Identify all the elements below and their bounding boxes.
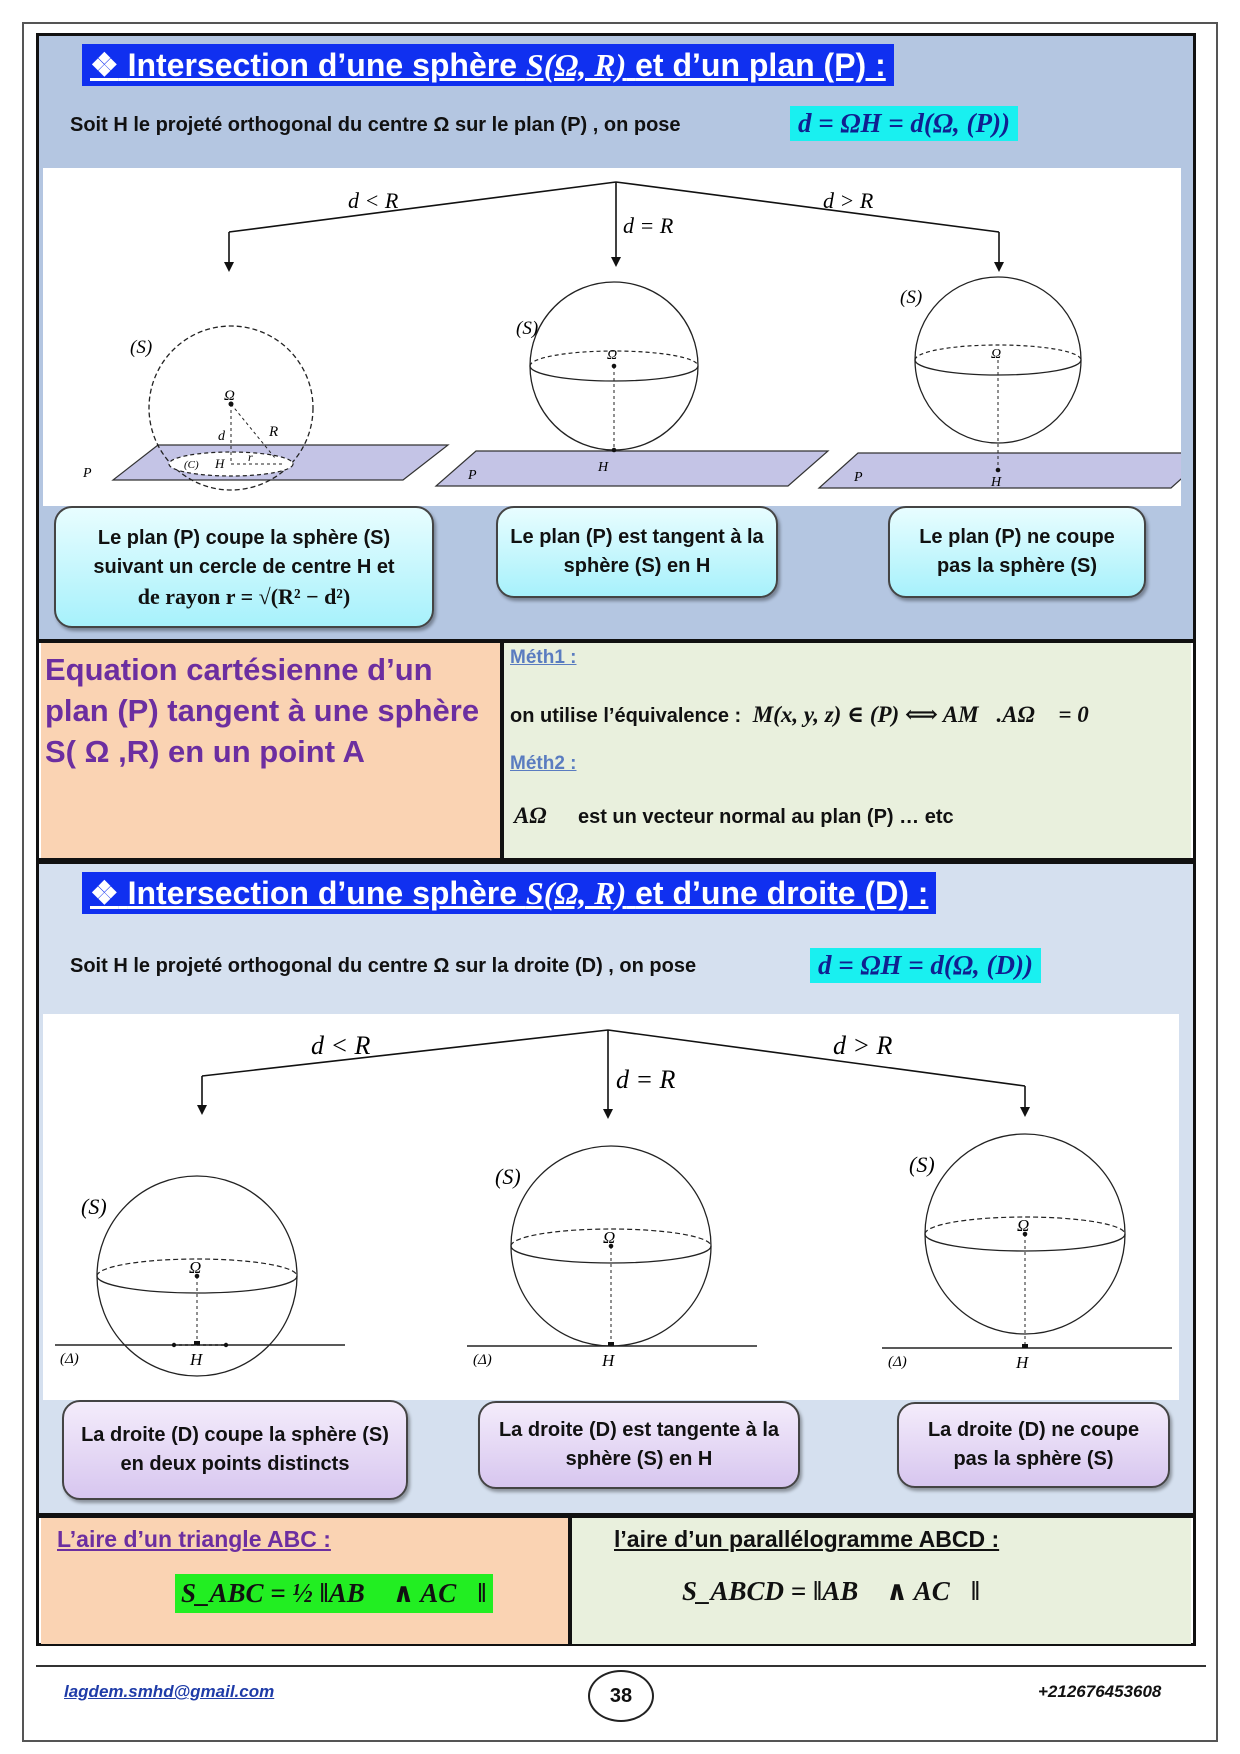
svg-text:d: d <box>218 429 225 444</box>
radius-formula: de rayon r = √(R² − d²) <box>137 583 351 609</box>
branch-label-less: d < R <box>311 1031 371 1060</box>
svg-text:P: P <box>83 466 92 481</box>
section2-intro: Soit H le projeté orthogonal du centre Ω sur la droite (D) , on pose <box>70 955 697 977</box>
method1-text: on utilise l’équivalence : M(x, y, z) ∈ (P) ⟺ AM⃗.AΩ⃗ = 0 <box>510 702 1089 727</box>
svg-text:(S): (S) <box>909 1152 935 1177</box>
svg-text:Ω: Ω <box>607 348 618 363</box>
caption-line-cuts: La droite (D) coupe la sphère (S) en deux points distincts <box>62 1400 408 1500</box>
caption-line-tangent: La droite (D) est tangente à la sphère (S) en H <box>478 1401 800 1489</box>
method1-label: Méth1 : <box>510 647 577 668</box>
method1-formula: M(x, y, z) ∈ (P) ⟺ AM⃗.AΩ⃗ = 0 <box>752 702 1089 727</box>
tangent-plane-title-panel <box>41 643 500 858</box>
svg-text:H: H <box>215 456 225 471</box>
section1-formula: d = ΩH = d(Ω, (P)) <box>790 106 1018 141</box>
section1-figure <box>43 168 1181 506</box>
svg-text:r: r <box>248 450 253 464</box>
svg-text:H: H <box>598 460 609 475</box>
caption-plane-tangent: Le plan (P) est tangent à la sphère (S) en H <box>496 506 778 598</box>
svg-text:(S): (S) <box>900 287 923 308</box>
tangent-plane-methods-panel <box>504 643 1191 858</box>
branch-label-greater: d > R <box>833 1031 893 1060</box>
diamond-bullet-icon: ❖ <box>90 875 119 911</box>
section2-heading: ❖ Intersection d’une sphère S(Ω, R) et d’une droite (D) : <box>82 872 936 914</box>
triangle-area-formula: S_ABC = ½ ‖AB⃗ ∧ AC⃗‖ <box>175 1574 493 1613</box>
footer-phone: +212676453608 <box>1038 1682 1162 1701</box>
svg-text:R: R <box>269 424 279 440</box>
svg-text:(S): (S) <box>516 318 539 339</box>
svg-text:(Δ): (Δ) <box>888 1354 907 1370</box>
diamond-bullet-icon: ❖ <box>90 47 119 83</box>
svg-text:H: H <box>190 1350 203 1369</box>
branch-label-greater: d > R <box>823 188 874 213</box>
svg-text:(Δ): (Δ) <box>473 1352 492 1368</box>
svg-text:(S): (S) <box>81 1194 107 1219</box>
svg-text:(Δ): (Δ) <box>60 1351 79 1367</box>
sphere-plane-diagram <box>43 168 1181 506</box>
branch-label-less: d < R <box>348 188 399 213</box>
caption-line-no-intersection: La droite (D) ne coupe pas la sphère (S) <box>897 1402 1170 1488</box>
footer-email[interactable]: lagdem.smhd@gmail.com <box>64 1682 275 1701</box>
svg-text:P: P <box>854 470 863 485</box>
svg-text:H: H <box>1016 1353 1029 1372</box>
section1-heading: ❖ Intersection d’une sphère S(Ω, R) et d’un plan (P) : <box>82 44 894 86</box>
svg-text:Ω: Ω <box>189 1258 202 1277</box>
triangle-area-title: L’aire d’un triangle ABC : <box>57 1526 331 1552</box>
branch-label-equal: d = R <box>616 1065 676 1094</box>
svg-text:(S): (S) <box>130 337 153 358</box>
caption-plane-no-intersection: Le plan (P) ne coupe pas la sphère (S) <box>888 506 1146 598</box>
section2-formula: d = ΩH = d(Ω, (D)) <box>810 948 1041 983</box>
section2-figure <box>43 1014 1179 1400</box>
triangle-area-panel <box>41 1518 568 1644</box>
parallelogram-area-panel <box>572 1518 1191 1644</box>
plane-middle <box>436 451 828 486</box>
section1-intro: Soit H le projeté orthogonal du centre Ω sur le plan (P) , on pose <box>70 114 681 136</box>
tangent-plane-title: Equation cartésienne d’un plan (P) tangent à une sphère S( Ω ,R) en un point A <box>45 652 480 769</box>
svg-text:H: H <box>602 1351 615 1370</box>
branch-label-equal: d = R <box>623 213 674 238</box>
svg-text:Ω: Ω <box>1017 1216 1030 1235</box>
svg-text:Ω: Ω <box>603 1228 616 1247</box>
sphere-line-diagram <box>43 1014 1179 1400</box>
parallelogram-area-title: l’aire d’un parallélogramme ABCD : <box>614 1526 1000 1552</box>
method2-label: Méth2 : <box>510 753 577 774</box>
svg-text:Ω: Ω <box>224 388 235 404</box>
page-number: 38 <box>588 1670 654 1722</box>
svg-text:P: P <box>468 468 477 483</box>
caption-plane-cuts: Le plan (P) coupe la sphère (S) suivant un cercle de centre H et de rayon r = √(R² − d²) <box>54 506 434 628</box>
svg-text:(C): (C) <box>184 459 199 471</box>
svg-text:Ω: Ω <box>991 347 1002 362</box>
method2-text: AΩ⃗ est un vecteur normal au plan (P) … etc <box>514 803 954 828</box>
parallelogram-area-formula: S_ABCD = ‖AB⃗ ∧ AC⃗‖ <box>682 1576 981 1606</box>
svg-text:(S): (S) <box>495 1164 521 1189</box>
svg-text:H: H <box>991 475 1002 490</box>
